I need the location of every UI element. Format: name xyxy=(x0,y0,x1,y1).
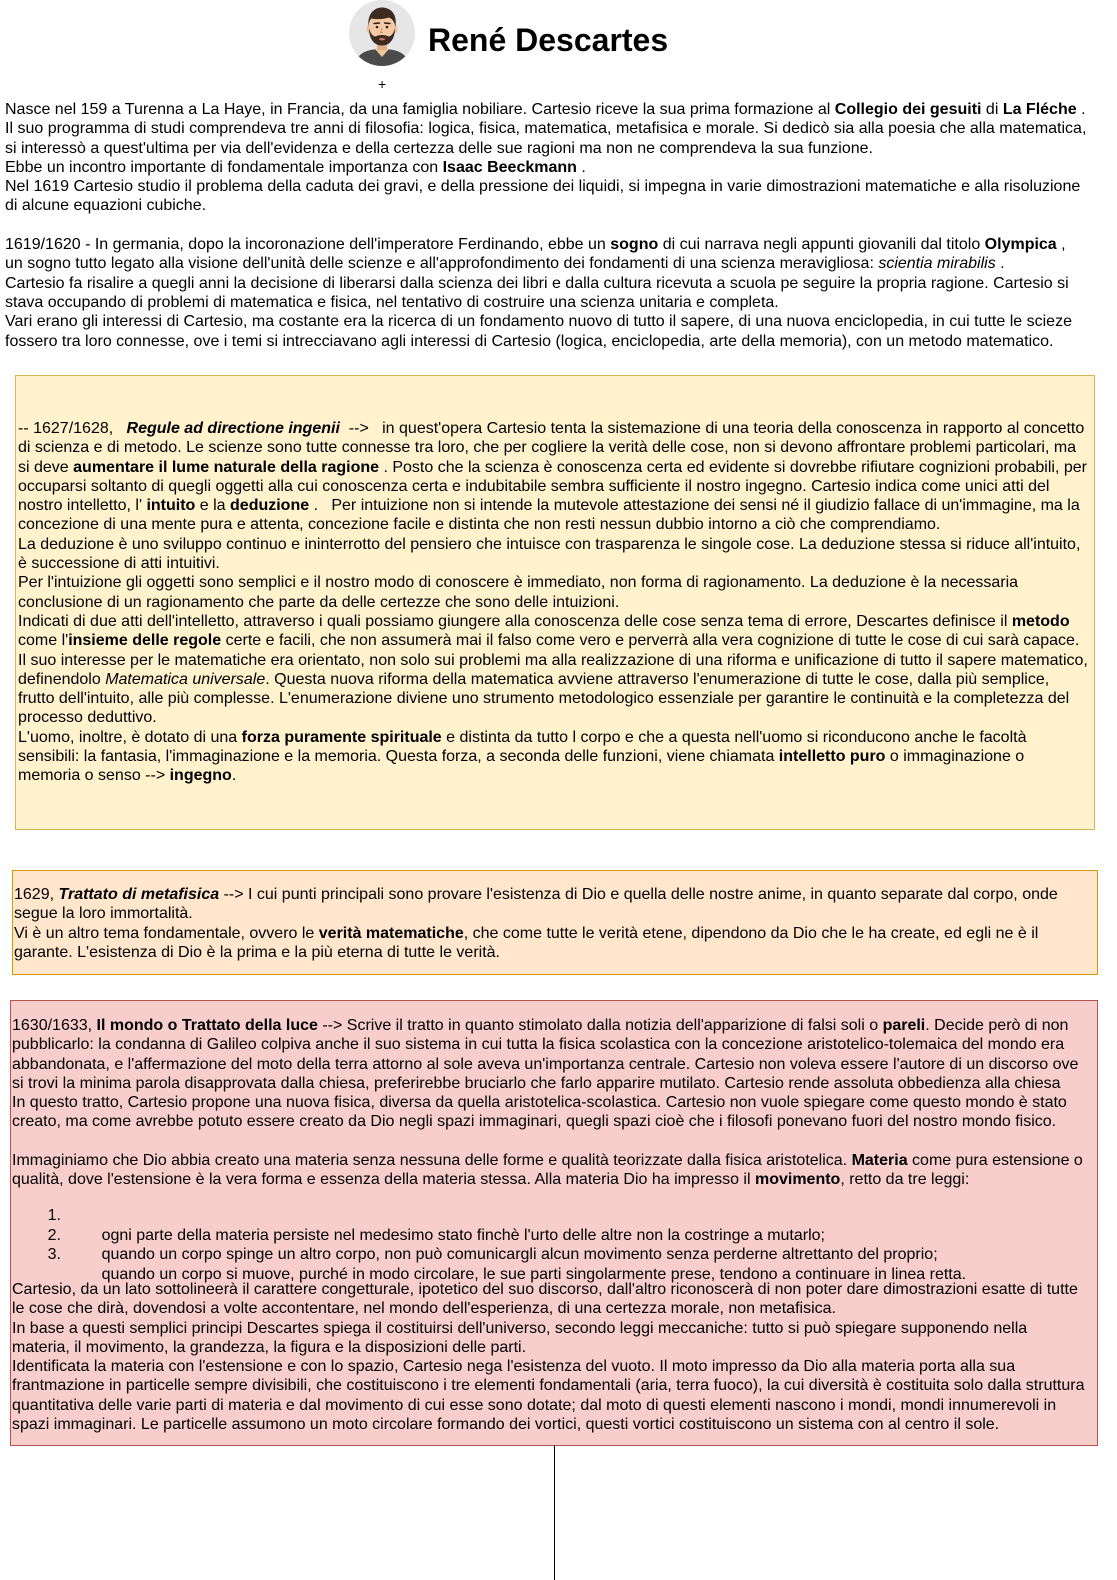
text-line xyxy=(18,612,1088,631)
bold-text: Collegio dei gesuiti xyxy=(834,101,982,118)
text-run: e distinta da tutto l corpo e che a questa nell'uomo si riconducono anche le facoltà xyxy=(441,728,1027,746)
text-line xyxy=(12,1151,1083,1170)
text-line xyxy=(14,943,1058,962)
text-run: Ebbe un incontro importante di fondamentale importanza con xyxy=(5,158,443,176)
text-line xyxy=(12,1093,1083,1112)
text-run: si interessò a quest'ultima per via dell'evidenza e della certezza delle sue ragioni ma non ne comprendeva la sua funzione. xyxy=(5,139,873,157)
bold-italic-text: Regule ad directione ingenii xyxy=(126,420,340,437)
text-run: Cartesio fa risalire a quegli anni la decisione di liberarsi dalla scienza dei libri e dalla cultura ricevuta a scuola pe seguire la propria ragione. Cartesio si xyxy=(5,274,1069,292)
text-run: conclusione di un ragionamento che parte da delle certezze che sono delle intuizioni. xyxy=(18,593,620,611)
text-run: . xyxy=(1076,101,1086,118)
text-line xyxy=(18,766,1088,785)
blank-line xyxy=(5,216,1086,235)
bold-text: insieme delle regole xyxy=(68,632,222,650)
text-run: 1619/1620 - In germania, dopo la incoronazione dell'imperatore Ferdinando, ebbe un xyxy=(5,236,611,254)
text-run: . xyxy=(576,158,586,176)
text-run: Nasce nel 159 a Turenna a La Haye, in Francia, da una famiglia nobiliare. Cartesio riceve la sua prima formazione al xyxy=(5,101,835,118)
text-run: e la xyxy=(195,497,231,515)
text-line xyxy=(18,747,1088,766)
text-run: Per l'intuizione gli oggetti sono semplici e il nostro modo di conoscere è immediato, non forma di ragionamento. La deduzione è la necessaria xyxy=(18,574,1019,592)
text-line xyxy=(14,885,1058,904)
text-line xyxy=(18,438,1088,457)
text-run: stava occupando di problemi di matematica e fisica, nel tentativo di costruire una scienza unitaria e completa. xyxy=(5,293,779,311)
text-line xyxy=(12,1299,1085,1318)
text-run: quantitativa delle varie parti di materia e dal movimento di cui esse sono dotate; dal moto di questi elementi nascono i mondi, mondi innumerevoli in xyxy=(12,1396,1057,1414)
text-run: Vi è un altro tema fondamentale, ovvero le xyxy=(14,924,319,942)
text-run: . Posto che la scienza è conoscenza certa ed evidente si dovrebbe rifiutare cognizioni probabili, per xyxy=(379,458,1087,476)
text-line xyxy=(5,139,1086,158)
bold-text: metodo xyxy=(1011,612,1070,630)
text-line xyxy=(12,1055,1083,1074)
text-run: si trovi la minima parola disapprovata dalla chiesa, preferirebbe bruciarlo che farlo apparire mutilato. Cartesio rende assoluta obbedienza alla chiesa xyxy=(12,1074,1061,1092)
avatar-icon xyxy=(348,0,416,67)
text-run: In base a questi semplici principi Descartes spiega il costituirsi dell'universo, secondo leggi meccaniche: tutto si può spiegare supponendo nella xyxy=(12,1319,1028,1337)
text-line xyxy=(5,293,1086,312)
text-run: 1629, xyxy=(14,886,59,903)
text-run: 1630/1633, xyxy=(12,1017,97,1034)
text-run: , retto da tre leggi: xyxy=(840,1171,970,1189)
text-run: processo deduttivo. xyxy=(18,709,157,727)
text-line xyxy=(5,274,1086,293)
list-item-text: quando un corpo si muove, purché in modo circolare, le sue parti singolarmente prese, tendono a continuare in linea retta. xyxy=(101,1265,967,1283)
text-run: . xyxy=(231,767,237,785)
text-line xyxy=(14,904,1058,923)
text-run: . Per intuizione non si intende la mutevole attestazione dei sensi né il giudizio fallace di un'immagine, ma la xyxy=(309,497,1080,515)
bold-text: deduzione xyxy=(230,497,310,515)
mondo-intro-text xyxy=(12,1016,1083,1190)
text-line xyxy=(12,1376,1085,1395)
text-line xyxy=(5,332,1086,351)
text-run: L'uomo, inoltre, è dotato di una xyxy=(18,728,242,746)
text-line xyxy=(18,573,1088,592)
text-run: abbandonata, e l'affermazione del moto della terra attorno al sole aveva un'importanza centrale. Cartesio non voleva essere l'autore di un discorso ove xyxy=(12,1055,1079,1073)
text-line xyxy=(18,651,1088,670)
text-line xyxy=(5,235,1086,254)
text-run: Il suo programma di studi comprendeva tre anni di filosofia: logica, fisica, matematica, metafisica e morale. Si dedicò sia alla poesia che alla matematica, xyxy=(5,120,1087,138)
text-line xyxy=(12,1396,1085,1415)
text-line xyxy=(5,158,1086,177)
text-line xyxy=(12,1035,1083,1054)
text-run: frutto dell'intuito, alle più complesse. L'enumerazione diviene uno strumento metodologico essenziale per garantire le continuità e la completezza del xyxy=(18,690,1070,708)
text-run: nostro intelletto, l' xyxy=(18,497,147,515)
list-number: 3. xyxy=(47,1246,61,1263)
text-line xyxy=(18,554,1088,573)
italic-text: scientia mirabilis xyxy=(878,255,996,273)
text-run: certe e facili, che non assumerà mai il falso come vero e perverrà alla vera cognizione di tutte le cose di cui sarà capace. xyxy=(221,632,1080,650)
text-line xyxy=(12,1338,1085,1357)
text-line xyxy=(5,312,1086,331)
text-line xyxy=(5,177,1086,196)
text-line xyxy=(18,708,1088,727)
text-run: In questo tratto, Cartesio propone una nuova fisica, diversa da quella aristotelica-scolastica. Cartesio non vuole spiegare come questo mondo è stato xyxy=(12,1094,1067,1112)
text-run: definendolo xyxy=(18,670,106,688)
text-line xyxy=(18,631,1088,650)
bold-text: intuito xyxy=(146,497,196,515)
text-line xyxy=(18,496,1088,515)
text-run: si deve xyxy=(18,458,74,476)
text-line xyxy=(18,728,1088,747)
text-run: materia, il movimento, la grandezza, la figura e la disposizioni delle parti. xyxy=(12,1338,527,1356)
bold-text: La Fléche xyxy=(1002,101,1077,118)
text-run: --> Scrive il tratto in quanto stimolato dalla notizia dell'apparizione di falsi soli o xyxy=(317,1017,883,1034)
text-run: Indicati di due atti dell'intelletto, attraverso i quali possiamo giungere alla conoscenza delle cose senza tema di errore, Descartes definisce il xyxy=(18,612,1012,630)
text-run: --> I cui punti principali sono provare l'esistenza di Dio e quella delle nostre anime, in quanto separate dal corpo, onde xyxy=(219,886,1058,903)
text-run: fossero tra loro connesse, ove i temi si intrecciavano agli interessi di Cartesio (logica, enciclopedia, arte della memoria), con un metodo matematico. xyxy=(5,332,1054,350)
text-run: garante. L'esistenza di Dio è la prima e la più eterna di tutte le verità. xyxy=(14,943,500,961)
list-item-text: ogni parte della materia persiste nel medesimo stato finchè l'urto delle altre non la costringe a mutarlo; xyxy=(101,1226,825,1244)
laws-list xyxy=(11,1206,967,1283)
text-line xyxy=(12,1170,1083,1189)
text-line xyxy=(18,535,1088,554)
text-run: . xyxy=(995,255,1005,273)
text-run: Il suo interesse per le matematiche era orientato, non solo sui problemi ma alla realizzazione di una riforma e unificazione di tutto il sapere matematico, xyxy=(18,651,1088,669)
list-number: 1. xyxy=(47,1207,61,1224)
text-line xyxy=(12,1415,1085,1434)
page-title: René Descartes xyxy=(428,22,669,58)
text-run: . Questa nuova riforma della matematica avviene attraverso l'enumerazione di tutte le cose, dalla più semplice, xyxy=(265,670,1050,688)
mondo-box xyxy=(10,1000,1098,1446)
bold-text: ingegno xyxy=(169,767,232,785)
text-line xyxy=(12,1319,1085,1338)
text-run: --> in quest'opera Cartesio tenta la sistemazione di una teoria della conoscenza in rapporto al concetto xyxy=(339,420,1085,437)
bold-text: aumentare il lume naturale della ragione xyxy=(73,458,380,476)
connector-line xyxy=(554,1445,555,1580)
text-run: Nel 1619 Cartesio studio il problema della caduta dei gravi, e della pressione dei liquidi, si impegna in varie dimostrazioni matematiche e alla risoluzione xyxy=(5,178,1081,196)
text-run: di scienza e di metodo. Le scienze sono tutte connesse tra loro, che per cogliere la verità delle cose, non si devono affrontare problemi particolari, ma xyxy=(18,439,1077,457)
regule-box xyxy=(15,375,1095,830)
bold-text: intelletto puro xyxy=(778,748,886,766)
text-run: -- 1627/1628, xyxy=(18,420,127,437)
text-line xyxy=(18,670,1088,689)
bold-italic-text: Trattato di metafisica xyxy=(58,886,220,903)
text-line xyxy=(5,100,1086,119)
text-run: . Decide però di non xyxy=(925,1017,1069,1034)
text-run: come l' xyxy=(18,632,69,650)
text-line xyxy=(12,1074,1083,1093)
bold-text: forza puramente spirituale xyxy=(241,728,442,746)
text-run: Identificata la materia con l'estensione e con lo spazio, Cartesio nega l'esistenza del vuoto. Il moto impresso da Dio alla materia porta alla sua xyxy=(12,1358,1016,1376)
intro-text xyxy=(5,100,1086,351)
text-line xyxy=(18,419,1088,438)
text-run: qualità, dove l'estensione è la vera forma e essenza della materia stessa. Alla materia Dio ha impresso il xyxy=(12,1171,755,1189)
text-run: , xyxy=(1056,236,1066,254)
metafisica-box xyxy=(12,870,1098,975)
text-run: frantmazione in particelle sempre divisibili, che costituiscono i tre elementi fondamentali (aria, terra fuoco), la cui diversità è costituita solo dalla struttura xyxy=(12,1377,1085,1395)
plus-icon: + xyxy=(378,76,387,92)
text-line xyxy=(18,477,1088,496)
text-run: , che come tutte le verità etene, dipendono da Dio che le ha create, ed egli ne è il xyxy=(463,924,1039,942)
text-run: Immaginiamo che Dio abbia creato una materia senza nessuna delle forme e qualità teorizzate dalla fisica aristotelica. xyxy=(12,1152,852,1170)
bold-text: movimento xyxy=(754,1171,841,1189)
bold-text: Isaac Beeckmann xyxy=(442,158,577,176)
blank-line xyxy=(12,1132,1083,1151)
bold-text: Olympica xyxy=(984,236,1057,254)
text-run: Cartesio, da un lato sottolineerà il carattere congetturale, ipotetico del suo discorso, dall'altro riconoscerà di non poter dare dimostrazioni esatte di tutte xyxy=(12,1281,1078,1298)
text-line xyxy=(5,254,1086,273)
text-line xyxy=(5,119,1086,138)
mondo-closing-text xyxy=(12,1280,1085,1434)
text-line xyxy=(14,924,1058,943)
bold-text: Il mondo o Trattato della luce xyxy=(96,1017,318,1034)
list-item xyxy=(11,1226,966,1263)
bold-text: verità matematiche xyxy=(318,924,464,942)
text-run: pubblicarlo: la condanna di Galileo colpiva anche il suo sistema in cui tutta la fisica scolastica con la concezione aristotelico-tolemaica del mondo era xyxy=(12,1036,1065,1054)
text-run: di xyxy=(981,101,1003,118)
list-number: 2. xyxy=(47,1226,61,1244)
list-item-text: quando un corpo spinge un altro corpo, non può comunicargli alcun movimento senza perderne altrettanto del proprio; xyxy=(101,1246,938,1263)
text-run: memoria o senso --> xyxy=(18,767,170,785)
list-item xyxy=(11,1206,966,1244)
text-run: di cui narrava negli appunti giovanili dal titolo xyxy=(658,236,985,254)
text-run: concezione di una mente pura e attenta, concezione facile e distinta che non resti nessun dubbio intorno a ciò che comprendiamo. xyxy=(18,516,941,534)
text-run: o immaginazione o xyxy=(885,748,1025,766)
text-line xyxy=(12,1280,1085,1299)
list-item xyxy=(11,1245,967,1283)
text-run: un sogno tutto legato alla visione dell'unità delle scienze e all'approfondimento dei fondamenti di una scienza meravigliosa: xyxy=(5,255,879,273)
text-line xyxy=(18,689,1088,708)
text-run: di alcune equazioni cubiche. xyxy=(5,197,207,215)
text-run: come pura estensione o xyxy=(907,1152,1083,1170)
text-line xyxy=(12,1016,1083,1035)
bold-text: Materia xyxy=(851,1152,908,1170)
text-line xyxy=(18,593,1088,612)
text-run: sensibili: la fantasia, l'immaginazione e la memoria. Questa forza, a seconda delle funzioni, viene chiamata xyxy=(18,748,779,766)
text-run: segue la loro immortalità. xyxy=(14,905,193,923)
text-line xyxy=(12,1112,1083,1131)
metafisica-text xyxy=(14,885,1058,962)
text-run: le cose che dirà, dovendosi a volte accontentare, nel mondo dell'esperienza, di una certezza morale, non metafisica. xyxy=(12,1300,836,1318)
text-run: è successione di atti intuitivi. xyxy=(18,555,220,573)
text-run: creato, ma come avrebbe potuto essere creato da Dio negli spazi immaginari, quegli spazi cioè che i filosofi ponevano fuori del nostro mondo fisico. xyxy=(12,1113,1057,1131)
bold-text: sogno xyxy=(610,236,659,254)
text-line xyxy=(18,515,1088,534)
text-line xyxy=(18,458,1088,477)
regule-text xyxy=(18,419,1088,786)
text-line xyxy=(5,196,1086,215)
text-run: La deduzione è uno sviluppo continuo e ininterrotto del pensiero che intuisce con trasparenza le singole cose. La deduzione stessa si riduce all'intuito, xyxy=(18,535,1081,553)
text-run: spazi immaginari. Le particelle assumono un moto circolare formando dei vortici, questi vortici costituiscono un sistema con al centro il sole. xyxy=(12,1416,1000,1434)
bold-text: pareli xyxy=(882,1017,926,1034)
italic-text: Matematica universale xyxy=(105,670,266,688)
text-run: Vari erano gli interessi di Cartesio, ma costante era la ricerca di un fondamento nuovo di tutto il sapere, di una nuova enciclopedia, in cui tutte le scieze xyxy=(5,313,1072,331)
text-run: occuparsi soltanto di quegli oggetti alla cui conoscenza certa e indubitabile sembra sufficiente il nostro ingegno. Cartesio indica come unici atti del xyxy=(18,477,1050,495)
text-line xyxy=(12,1357,1085,1376)
